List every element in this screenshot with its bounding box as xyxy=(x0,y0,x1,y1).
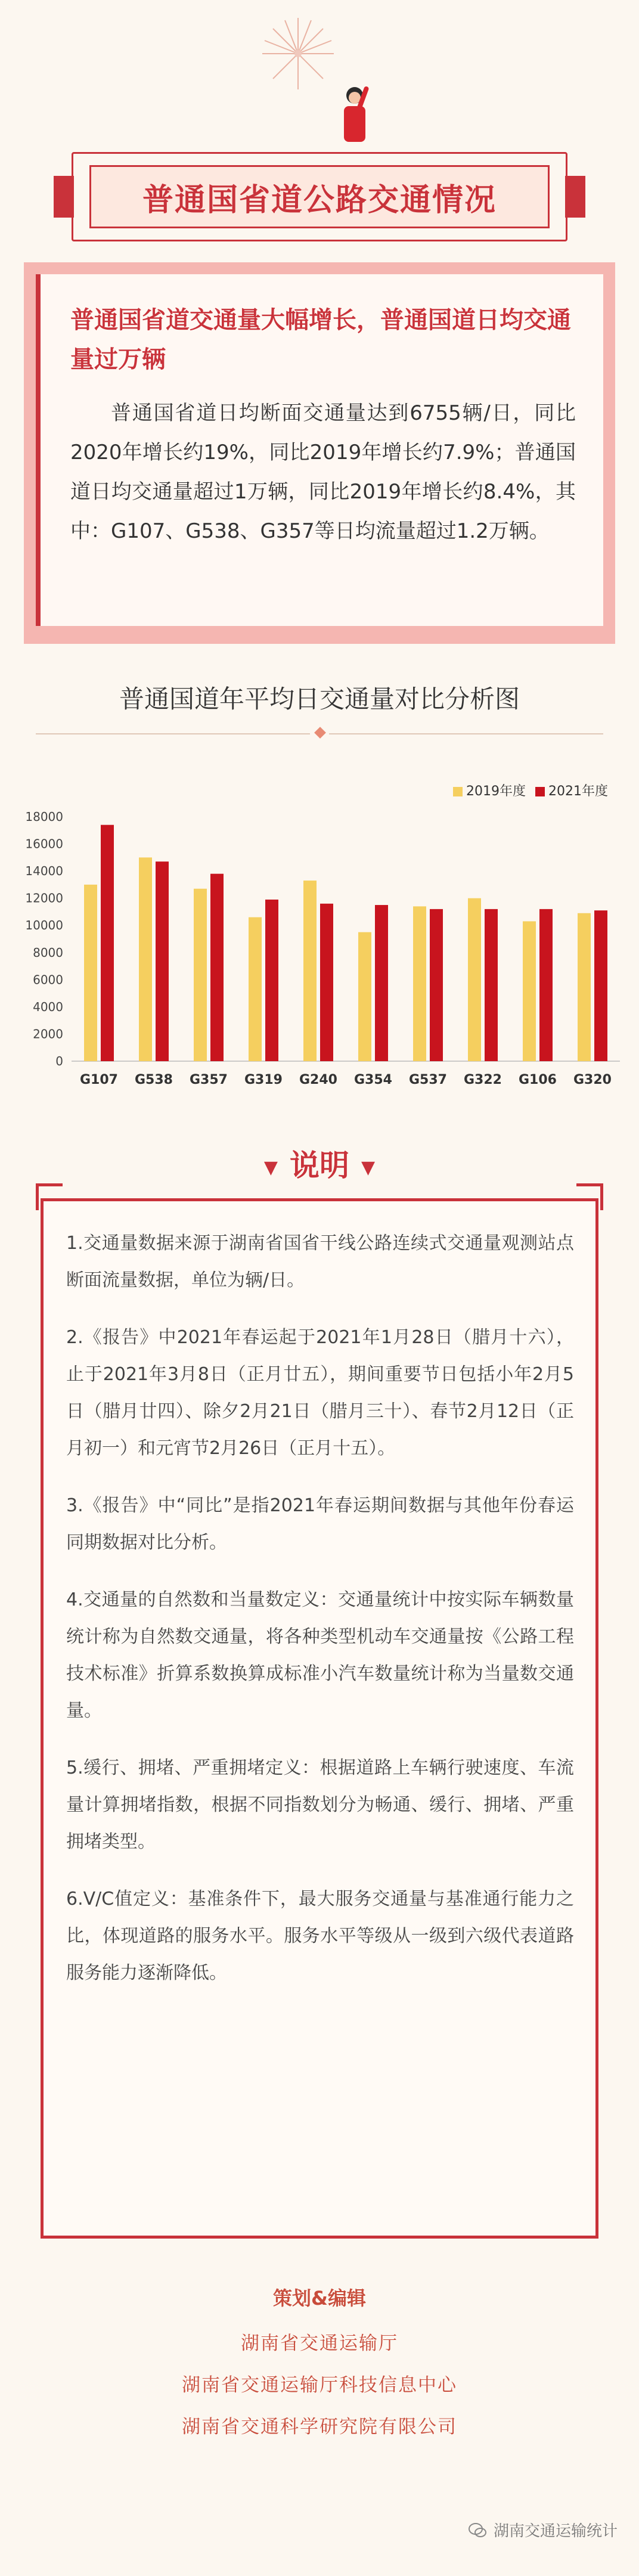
bar xyxy=(303,881,317,1061)
card-heading: 普通国省道交通量大幅增长，普通国道日均交通量过万辆 xyxy=(70,306,571,373)
bar xyxy=(594,910,607,1061)
y-tick-label: 12000 xyxy=(25,891,63,906)
y-tick-label: 14000 xyxy=(25,864,63,879)
page-title: 普通国省道公路交通情况 xyxy=(142,182,497,218)
x-tick-label: G320 xyxy=(573,1072,612,1087)
bar xyxy=(139,857,152,1061)
bar xyxy=(194,889,207,1061)
y-tick-label: 18000 xyxy=(25,810,63,824)
note-item: 6.V/C值定义：基准条件下，最大服务交通量与基准通行能力之比，体现道路的服务水平。服务水平等级从一级到六级代表道路服务能力逐渐降低。 xyxy=(66,1889,574,1983)
note-item: 1.交通量数据来源于湖南省国省干线公路连续式交通量观测站点断面流量数据，单位为辆/日。 xyxy=(66,1233,574,1291)
y-tick-label: 8000 xyxy=(33,945,63,960)
x-tick-label: G357 xyxy=(190,1072,228,1087)
y-tick-label: 6000 xyxy=(33,972,63,987)
bar xyxy=(375,905,388,1061)
x-tick-label: G319 xyxy=(244,1072,283,1087)
fireworks-decoration xyxy=(256,12,340,95)
bar xyxy=(156,861,169,1061)
legend-label: 2021年度 xyxy=(548,784,608,799)
legend-swatch xyxy=(453,787,463,796)
note-item: 3.《报告》中“同比”是指2021年春运期间数据与其他年份春运同期数据对比分析。 xyxy=(66,1495,574,1553)
bar xyxy=(101,825,114,1061)
banner-tab-left xyxy=(54,176,74,218)
bar xyxy=(84,885,97,1061)
bar xyxy=(578,913,591,1061)
y-tick-label: 0 xyxy=(55,1054,63,1068)
credit-line: 湖南省交通运输厅 xyxy=(241,2333,398,2354)
highlight-card xyxy=(36,274,603,626)
x-tick-label: G354 xyxy=(354,1072,392,1087)
y-tick-label: 10000 xyxy=(25,918,63,933)
credit-line: 湖南省交通运输厅科技信息中心 xyxy=(182,2374,457,2396)
bar xyxy=(413,906,426,1061)
x-tick-label: G240 xyxy=(299,1072,337,1087)
credits-title: 策划&编辑 xyxy=(273,2287,366,2310)
y-tick-label: 16000 xyxy=(25,836,63,851)
wechat-icon xyxy=(467,2520,488,2540)
triangle-down-icon: ▼ xyxy=(263,1157,278,1178)
banner-body xyxy=(89,165,550,228)
bar xyxy=(485,909,498,1061)
bar xyxy=(539,909,553,1061)
bar xyxy=(358,932,371,1061)
chart-title: 普通国道年平均日交通量对比分析图 xyxy=(119,684,520,714)
card-body: 普通国省道日均断面交通量达到6755辆/日，同比2020年增长约19%，同比2019年增长约7.9%；普通国道日均交通量超过1万辆，同比2019年增长约8.4%，其中：G107、G538、G357等日均流量超过1.2万辆。 xyxy=(70,401,576,543)
bar xyxy=(249,917,262,1061)
legend-label: 2019年度 xyxy=(466,784,526,799)
x-tick-label: G107 xyxy=(80,1072,118,1087)
watermark xyxy=(467,2519,618,2541)
watermark-text: 湖南交通运输统计 xyxy=(493,2522,618,2540)
bar-chart xyxy=(0,775,639,1097)
person-illustration xyxy=(331,78,379,149)
x-tick-label: G537 xyxy=(409,1072,447,1087)
bar xyxy=(523,921,536,1061)
banner-tab-right xyxy=(565,176,585,218)
x-tick-label: G106 xyxy=(519,1072,557,1087)
bar xyxy=(468,898,481,1061)
notes-heading xyxy=(0,1142,639,1185)
notes-title: 说明 xyxy=(290,1148,349,1183)
diamond-icon xyxy=(314,727,326,739)
credit-line: 湖南省交通科学研究院有限公司 xyxy=(182,2416,457,2438)
x-tick-label: G322 xyxy=(464,1072,502,1087)
bar xyxy=(430,909,443,1061)
y-tick-label: 2000 xyxy=(33,1027,63,1041)
note-item: 4.交通量的自然数和当量数定义：交通量统计中按实际车辆数量统计称为自然数交通量，将各种类型机动车交通量按《公路工程技术标准》折算系数换算成标准小汽车数量统计称为当量数交通量。 xyxy=(66,1589,574,1721)
notes-box xyxy=(41,1198,598,2239)
x-tick-label: G538 xyxy=(135,1072,173,1087)
note-item: 2.《报告》中2021年春运起于2021年1月28日（腊月十六），止于2021年3月8日（正月廿五），期间重要节日包括小年2月5日（腊月廿四）、除夕2月21日（腊月三十）、春节2月12日（正月初一）和元宵节2月26日（正月十五）。 xyxy=(66,1327,574,1459)
bar xyxy=(320,904,333,1061)
legend-swatch xyxy=(535,787,545,796)
note-item: 5.缓行、拥堵、严重拥堵定义：根据道路上车辆行驶速度、车流量计算拥堵指数，根据不同指数划分为畅通、缓行、拥堵、严重拥堵类型。 xyxy=(66,1757,574,1852)
title-banner xyxy=(72,152,567,241)
chart-divider xyxy=(36,733,603,736)
bar xyxy=(265,900,278,1061)
bar xyxy=(210,874,224,1061)
triangle-down-icon: ▼ xyxy=(361,1157,376,1178)
y-tick-label: 4000 xyxy=(33,999,63,1014)
